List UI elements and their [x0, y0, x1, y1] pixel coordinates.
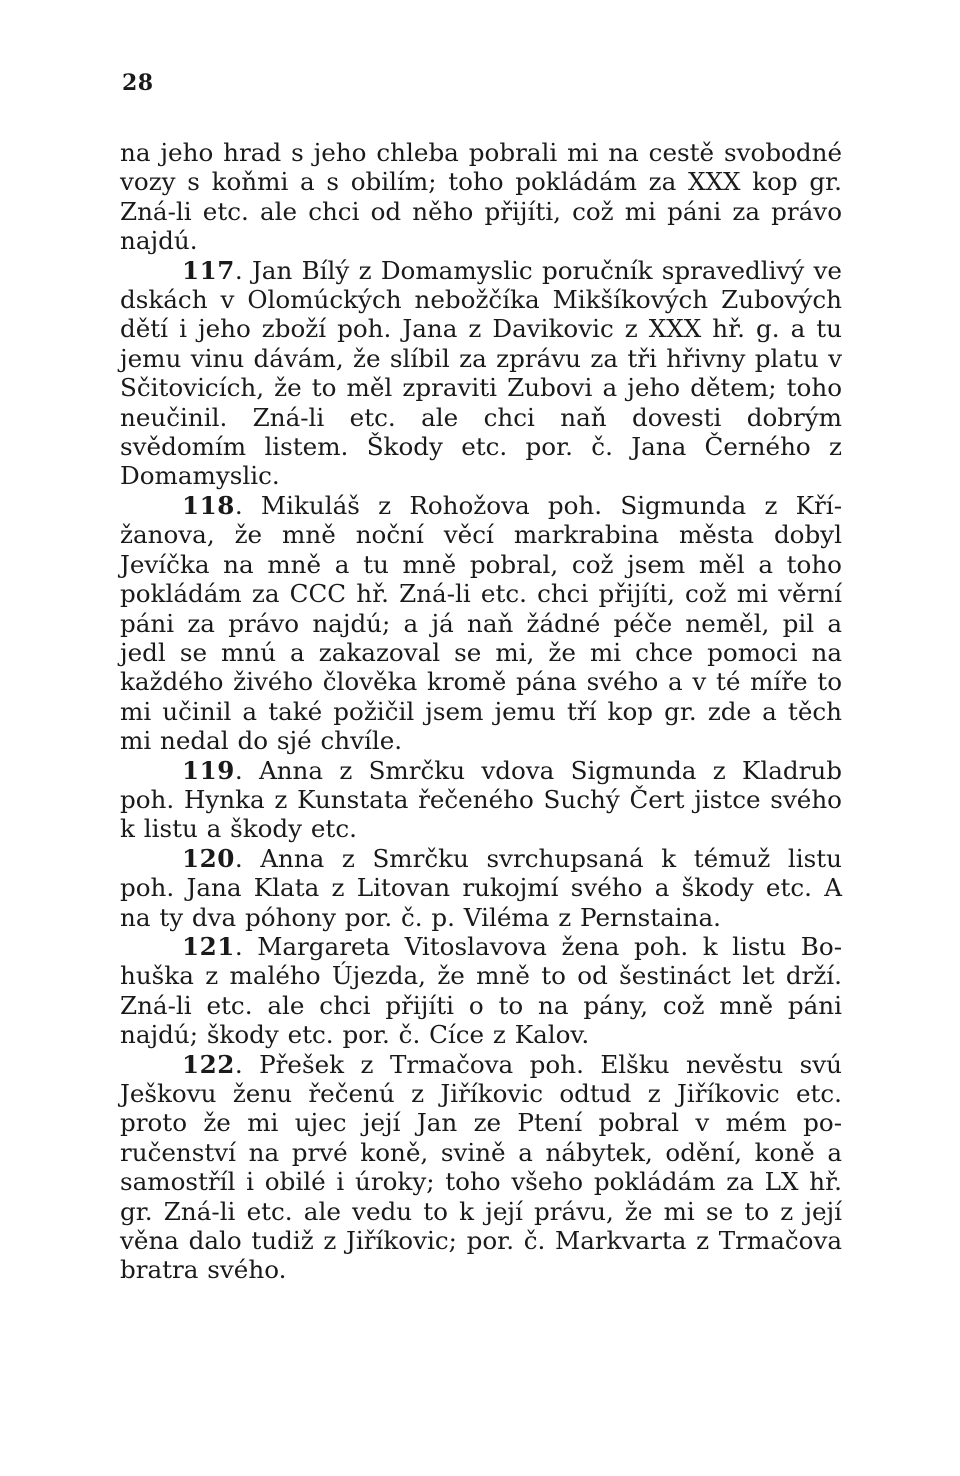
entry-text: . Jan Bílý z Domamyslic poručník spravedlivý ve dskách v Olomúckých nebožčíka Mikšíkových Zubových dětí i jeho zboží poh. Jana z Davikovic z XXX hř. g. a tu jemu vinu dávám, že slíbil za zprávu za tři hřivny platu v Sčitovicích, že to měl zpraviti Zubovi a jeho dětem; toho neučinil. Zná-li etc. ale chci naň dovesti dobrým svědomím listem. Škody etc. por. č. Jana Černého z Domamyslic.: [120, 255, 842, 491]
entry-text: . Mikuláš z Rohožova poh. Sigmunda z Křížanova, že mně noční věcí markrabina města dobyl Jevíčka na mně a tu mně pobral, což jsem měl a toho pokládám za CCC hř. Zná-li etc. chci přijíti, což mi věrní páni za právo najdú; a já naň žádné péče neměl, pil a jedl se mnú a zakazoval se mi, že mi chce pomoci na každého živého člověka kromě pána svého a v té míře to mi učinil a také požičil jsem jemu tří kop gr. zde a těch mi nedal do sjé chvíle.: [120, 490, 842, 756]
entry-number: 118: [182, 490, 235, 520]
entry-number: 121: [182, 931, 235, 961]
entry-text: . Margareta Vitoslavova žena poh. k listu Bohuška z malého Újezda, že mně to od šestináct let drží. Zná-li etc. ale chci přijíti o to na pány, což mně páni najdú; škody etc. por. č. Cíce z Kalov.: [120, 931, 842, 1050]
paragraph-text: na jeho hrad s jeho chleba pobrali mi na cestě svobodné vozy s koňmi a s obilím; toho pokládám za XXX kop gr. Zná-li etc. ale chci od něho přijíti, což mi páni za právo najdú.: [120, 138, 842, 256]
entry-122: [120, 1050, 842, 1285]
document-body: [120, 138, 842, 1285]
entry-text: . Anna z Smrčku svrchupsaná k témuž listu poh. Jana Klata z Litovan rukojmí svého a škody etc. A na ty dva póhony por. č. p. Viléma z Pernstaina.: [120, 843, 842, 932]
entry-118: [120, 491, 842, 756]
entry-120: [120, 844, 842, 932]
paragraph-continuation: [120, 138, 842, 256]
entry-text: . Anna z Smrčku vdova Sigmunda z Kladrub poh. Hynka z Kunstata řečeného Suchý Čert jistce svého k listu a škody etc.: [120, 755, 842, 844]
entry-number: 120: [182, 843, 235, 873]
entry-number: 122: [182, 1049, 235, 1079]
entry-number: 119: [182, 755, 235, 785]
entry-119: [120, 756, 842, 844]
page-number: 28: [122, 70, 154, 96]
entry-117: [120, 256, 842, 491]
entry-number: 117: [182, 255, 235, 285]
entry-text: . Přešek z Trmačova poh. Elšku nevěstu svú Ješkovu ženu řečenú z Jiříkovic odtud z Jiříkovic etc. proto že mi ujec její Jan ze Ptení pobral v mém poručenství na prvé koně, svině a nábytek, odění, koně a samostříl i obilé i úroky; toho všeho pokládám za LX hř. gr. Zná-li etc. ale vedu to k její právu, že mi se to z její věna dalo tudiž z Jiříkovic; por. č. Markvarta z Trmačova bratra svého.: [120, 1049, 842, 1285]
entry-121: [120, 932, 842, 1050]
